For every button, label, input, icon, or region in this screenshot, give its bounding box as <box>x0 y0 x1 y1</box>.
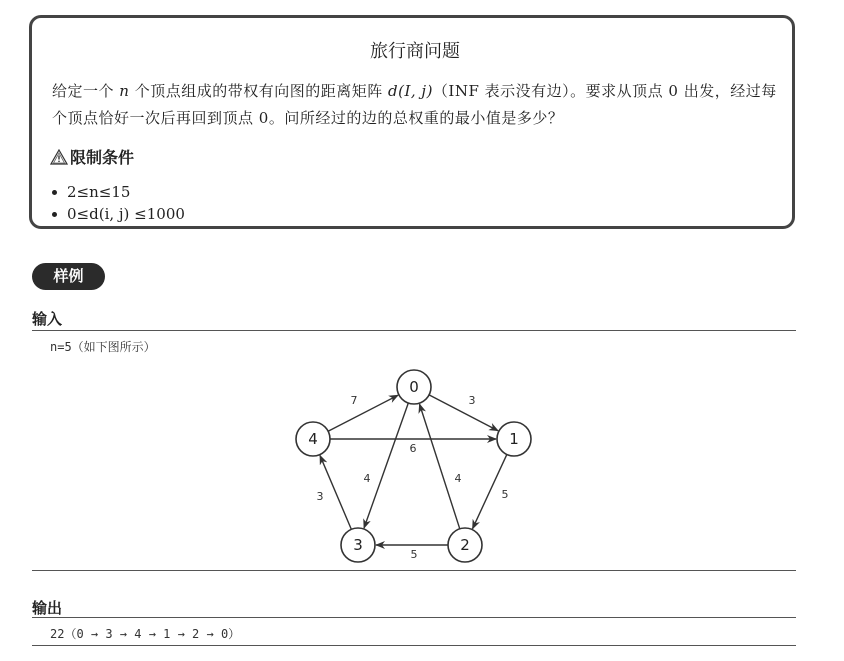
graph-node-0 <box>397 370 431 404</box>
edge-weight-label: 7 <box>350 394 358 407</box>
output-label: 输出 <box>32 599 63 617</box>
edge-weight-label: 3 <box>316 490 324 503</box>
input-bottom-divider <box>32 570 796 571</box>
edge-weight-label: 6 <box>409 442 417 455</box>
edge-weight-label: 3 <box>468 394 476 407</box>
input-label: 输入 <box>32 310 63 328</box>
node-label: 0 <box>409 378 419 396</box>
output-text: 22（0 → 3 → 4 → 1 → 2 → 0） <box>50 627 241 641</box>
edge-2-0 <box>420 404 460 529</box>
edge-0-3 <box>364 403 408 528</box>
nodes-layer <box>296 370 531 562</box>
graph-node-2 <box>448 528 482 562</box>
input-text: n=5（如下图所示） <box>50 340 156 354</box>
edge-weight-label: 5 <box>501 488 509 501</box>
problem-desc-part1: 给定一个 <box>52 82 120 100</box>
node-label: 4 <box>308 430 318 448</box>
output-bottom-divider <box>32 645 796 646</box>
example-badge: 样例 <box>32 263 105 290</box>
problem-desc-d: d(I, j) <box>388 82 433 100</box>
node-label: 3 <box>353 536 363 554</box>
problem-title: 旅行商问题 <box>370 41 460 62</box>
problem-desc-part2: 个顶点组成的带权有向图的距离矩阵 <box>129 82 388 100</box>
node-label: 1 <box>509 430 519 448</box>
edge-weight-label: 4 <box>454 472 462 485</box>
problem-desc-part3: （INF 表示没有边）。要求从顶点 0 出发，经过每个顶点恰好一次后再回到顶点 0。问所经过的边的总权重的最小值是多少？ <box>52 82 777 127</box>
problem-desc-n: n <box>119 82 130 100</box>
edge-0-1 <box>429 395 498 431</box>
edge-weight-label: 4 <box>363 472 371 485</box>
graph-node-1 <box>497 422 531 456</box>
limit-text: 2≤n≤15 <box>67 183 131 201</box>
node-label: 2 <box>460 536 470 554</box>
edge-weight-label: 5 <box>410 548 418 561</box>
output-top-divider <box>32 617 796 618</box>
limit-text: 0≤d(i, j) ≤1000 <box>67 205 185 223</box>
edge-3-4 <box>320 456 351 530</box>
edge-4-0 <box>328 395 398 431</box>
limits-heading-text: 限制条件 <box>70 148 135 167</box>
graph-node-3 <box>341 528 375 562</box>
graph-node-4 <box>296 422 330 456</box>
